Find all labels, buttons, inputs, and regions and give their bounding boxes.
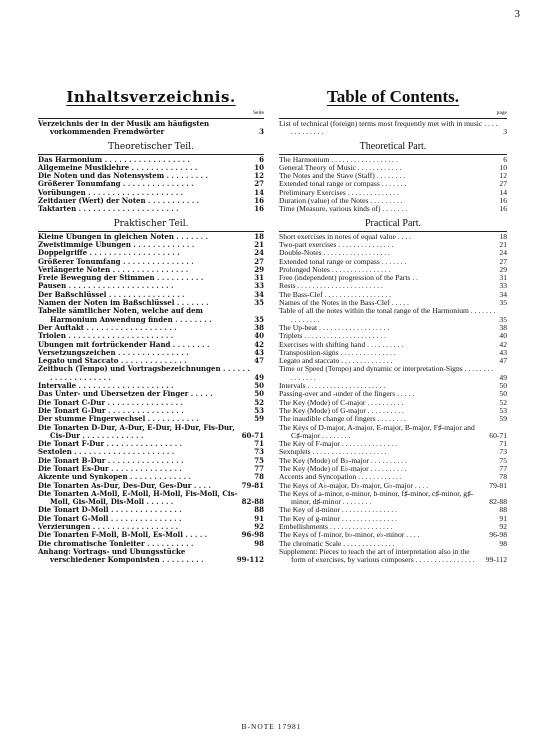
toc-entry-title: The Key (Mode) of E♭-major . . . . . . . . . . [279, 464, 407, 473]
toc-entry [279, 120, 507, 137]
toc-entry [279, 365, 507, 382]
toc-entry [38, 241, 264, 249]
toc-entry [38, 506, 264, 514]
toc-entry-page: 38 [499, 322, 507, 332]
toc-entry-page: 71 [254, 439, 264, 449]
toc-entry-title: Die chromatische Tonleiter . . . . . . . . . . [38, 539, 194, 548]
toc-entry-title: Das Harmonium . . . . . . . . . . . . . . . . . . [38, 155, 190, 164]
toc-entry-title: Names of the Notes in the Bass-Clef . . . . . [279, 299, 409, 308]
toc-entry-title: The Notes and the Stave (Staff) . . . . . . . . [279, 172, 406, 181]
toc-entry [279, 531, 507, 539]
toc-entry-title: Double-Notes . . . . . . . . . . . . . . . . . . [279, 249, 390, 258]
toc-entry [279, 189, 507, 197]
toc-entry [38, 341, 264, 349]
toc-entry [38, 156, 264, 164]
toc-entry-title: Die Noten und das Notensystem . . . . . . . . . [38, 172, 208, 181]
toc-entry [279, 180, 507, 188]
toc-entry-title: Short exercises in notes of equal value . . . . [279, 232, 412, 241]
toc-entry-page: 78 [499, 472, 507, 482]
toc-entry-page: 29 [254, 264, 264, 274]
toc-entry-page: 33 [499, 281, 507, 291]
toc-entry [38, 249, 264, 257]
toc-entry-page: 50 [254, 389, 264, 399]
toc-entry-title: The Key of F-major . . . . . . . . . . . . . . . [279, 440, 397, 449]
toc-entry-title: Freie Bewegung der Stimmen . . . . . . . . . . [38, 274, 204, 283]
toc-entry-page: 40 [254, 331, 264, 341]
toc-entry [38, 205, 264, 213]
toc-entry [38, 515, 264, 523]
toc-entry [38, 424, 264, 441]
toc-entry-title: Verlängerte Noten . . . . . . . . . . . . . . . . [38, 265, 189, 274]
toc-entry [38, 457, 264, 465]
toc-entry-title: Sextolen . . . . . . . . . . . . . . . . . . . . . [38, 448, 175, 457]
toc-entry-page: 96-98 [241, 530, 264, 540]
toc-entry-page: 35 [254, 298, 264, 308]
english-theory-heading: Theoretical Part. [359, 140, 427, 152]
toc-entry [38, 299, 264, 307]
toc-entry-title: Sextuplets . . . . . . . . . . . . . . . . . . . . [279, 448, 387, 457]
toc-entry-page: 88 [499, 505, 507, 515]
toc-entry [279, 233, 507, 241]
toc-entry-page: 21 [254, 239, 264, 249]
toc-entry-page: 29 [499, 264, 507, 274]
toc-entry-title: Verzierungen . . . . . . . . . . . . . . . . . . [38, 523, 179, 532]
toc-entry-page: 24 [499, 248, 507, 258]
toc-entry [279, 241, 507, 249]
toc-entry-title: Größerer Tonumfang . . . . . . . . . . . . . . . [38, 257, 194, 266]
toc-entry-page: 60-71 [489, 430, 507, 440]
toc-entry [279, 197, 507, 205]
english-practice-list [279, 233, 507, 565]
toc-entry-page: 6 [259, 154, 264, 164]
toc-entry [38, 233, 264, 241]
toc-entry [279, 307, 507, 324]
toc-entry-title: The Keys of D-major, A-major, E-major, B-major, F♯-major and C♯-major . . . . . . . . [279, 423, 475, 440]
toc-entry-page: 6 [503, 154, 507, 164]
english-page-label: page [496, 110, 507, 116]
toc-entry [279, 473, 507, 481]
toc-entry-title: Prolonged Notes . . . . . . . . . . . . . . . . [279, 265, 391, 274]
toc-entry-title: The Keys of f-minor, b♭-minor, e♭-minor . . . . [279, 531, 420, 540]
toc-entry-title: The Bass-Clef . . . . . . . . . . . . . . . . . . [279, 290, 391, 299]
toc-entry-title: Intervals . . . . . . . . . . . . . . . . . . . . . [279, 382, 386, 391]
toc-entry-title: Zweistimmige Übungen . . . . . . . . . . . . . [38, 240, 195, 249]
toc-entry-title: The inaudible change of fingers . . . . . . . . [279, 415, 406, 424]
toc-entry [38, 180, 264, 188]
german-toc-title: Inhaltsverzeichnis. [66, 88, 236, 106]
toc-entry-page: 21 [499, 239, 507, 249]
toc-entry-page: 92 [254, 522, 264, 532]
toc-entry-page: 42 [499, 339, 507, 349]
toc-entry-page: 77 [499, 463, 507, 473]
toc-entry [279, 457, 507, 465]
toc-entry-page: 40 [499, 331, 507, 341]
toc-entry-title: Taktarten . . . . . . . . . . . . . . . . . . . . . [38, 205, 179, 214]
toc-entry-page: 38 [254, 322, 264, 332]
toc-entry-title: Vorübungen . . . . . . . . . . . . . . . . . . . . [38, 188, 184, 197]
footer-catalog-number: B-NOTE 17981 [241, 722, 302, 731]
toc-entry-page: 47 [254, 356, 264, 366]
german-practice-list [38, 233, 264, 565]
toc-entry-page: 34 [254, 289, 264, 299]
toc-entry-page: 18 [499, 231, 507, 241]
toc-entry-page: 52 [254, 397, 264, 407]
toc-entry [38, 531, 264, 539]
toc-entry [279, 465, 507, 473]
toc-entry-page: 71 [499, 439, 507, 449]
toc-entry-title: Der Baßschlüssel . . . . . . . . . . . . . . . . [38, 290, 185, 299]
toc-entry [38, 332, 264, 340]
toc-entry-title: Duration (value) of the Notes . . . . . . . . . [279, 197, 403, 206]
toc-entry-title: Die Tonart G-Moll . . . . . . . . . . . . . . . [38, 514, 182, 523]
toc-entry [279, 540, 507, 548]
toc-entry-page: 99-112 [236, 555, 264, 565]
toc-entry-page: 92 [499, 522, 507, 532]
toc-entry-page: 10 [499, 162, 507, 172]
toc-entry-title: Free (independent) progression of the Parts . . [279, 274, 418, 283]
toc-entry-title: The Key (Mode) of B♭-major . . . . . . . . . . [279, 456, 408, 465]
toc-entry-page: 27 [499, 179, 507, 189]
toc-entry [38, 291, 264, 299]
toc-entry-page: 3 [259, 127, 264, 137]
toc-entry [279, 349, 507, 357]
toc-entry-page: 43 [254, 347, 264, 357]
toc-entry-page: 34 [499, 289, 507, 299]
toc-entry [38, 324, 264, 332]
toc-entry-title: Doppelgriffe . . . . . . . . . . . . . . . . . . . [38, 249, 180, 258]
toc-entry-page: 33 [254, 281, 264, 291]
toc-entry [38, 258, 264, 266]
toc-entry [279, 332, 507, 340]
toc-entry-title: Legato and staccato . . . . . . . . . . . . . . [279, 357, 393, 366]
toc-entry-title: Zeitbuch (Tempo) und Vortragsbezeichnungen . . . . . . . . . . . . . . . . . . . [38, 365, 250, 382]
toc-entry-title: Time (Measure, various kinds of) . . . . . . . [279, 205, 408, 214]
toc-entry [279, 482, 507, 490]
toc-entry-page: 73 [254, 447, 264, 457]
toc-entry-title: Die Tonart Es-Dur . . . . . . . . . . . . . . . [38, 464, 182, 473]
toc-entry-title: Akzente und Synkopen . . . . . . . . . . . . . [38, 473, 191, 482]
toc-entry-title: Kleine Übungen in gleichen Noten . . . . . . . [38, 232, 209, 241]
toc-entry [38, 465, 264, 473]
toc-entry [279, 299, 507, 307]
toc-entry-page: 27 [254, 179, 264, 189]
toc-entry [279, 399, 507, 407]
english-toc [279, 86, 507, 565]
english-theory-rule [279, 154, 507, 155]
toc-entry-title: The Key (Mode) of C-major . . . . . . . . . . [279, 398, 404, 407]
toc-entry-title: Der Auftakt . . . . . . . . . . . . . . . . . . . [38, 323, 177, 332]
toc-entry [38, 540, 264, 548]
toc-entry [38, 189, 264, 197]
toc-entry-page: 27 [499, 256, 507, 266]
toc-entry-page: 60-71 [241, 430, 264, 440]
toc-entry-page: 88 [254, 505, 264, 515]
toc-entry-page: 59 [254, 414, 264, 424]
toc-entry-page: 50 [499, 381, 507, 391]
toc-entry-title: Übungen mit fortrückender Hand . . . . . . . . [38, 340, 210, 349]
toc-entry-page: 3 [503, 127, 507, 137]
toc-entry-page: 75 [254, 455, 264, 465]
toc-entry [38, 523, 264, 531]
toc-entry-title: Extended tonal range or compass . . . . . . . [279, 257, 407, 266]
toc-entry-title: Table of all the notes within the tonal range of the Harmonium . . . . . . . . . . . . . . . [279, 307, 496, 324]
toc-entry-title: Passing-over and -under of the fingers . . . . . [279, 390, 415, 399]
toc-entry-title: The Keys of A♭-major, D♭-major, G♭-major . . . . [279, 481, 429, 490]
toc-entry-page: 14 [499, 187, 507, 197]
toc-entry-page: 73 [499, 447, 507, 457]
toc-entry-page: 78 [254, 472, 264, 482]
toc-entry-title: The Up-beat . . . . . . . . . . . . . . . . . . . [279, 323, 390, 332]
toc-entry-title: Time or Speed (Tempo) and dynamic or interpretation-Signs . . . . . . . . . . . . . . . [279, 365, 494, 382]
toc-entry-title: Pausen . . . . . . . . . . . . . . . . . . . . . . [38, 282, 174, 291]
toc-entry [279, 506, 507, 514]
toc-entry [38, 382, 264, 390]
toc-entry-page: 53 [254, 405, 264, 415]
toc-entry-title: Die Tonart C-Dur . . . . . . . . . . . . . . . . [38, 398, 183, 407]
toc-entry-page: 31 [499, 273, 507, 283]
toc-entry [38, 307, 264, 324]
german-intro-list [38, 120, 264, 137]
toc-entry-title: Die Tonart G-Dur . . . . . . . . . . . . . . . . [38, 406, 184, 415]
toc-entry-page: 98 [254, 538, 264, 548]
toc-entry-title: Versetzungszeichen . . . . . . . . . . . . . . . [38, 348, 189, 357]
toc-entry [38, 164, 264, 172]
german-title-rule [38, 118, 264, 119]
toc-entry-page: 16 [254, 204, 264, 214]
toc-entry-title: Die Tonarten F-Moll, B-Moll, Es-Moll . . . . . [38, 531, 208, 540]
toc-entry [279, 523, 507, 531]
toc-entry-title: Der stumme Fingerwechsel . . . . . . . . . . . [38, 415, 199, 424]
toc-entry [38, 399, 264, 407]
toc-entry-title: Allgemeine Musiklehre . . . . . . . . . . . . . . [38, 163, 198, 172]
toc-entry [38, 349, 264, 357]
toc-entry-title: Accents and Syncopation . . . . . . . . . . . . [279, 473, 402, 482]
toc-entry-title: Die Tonart B-Dur . . . . . . . . . . . . . . . . [38, 456, 184, 465]
toc-entry-title: Two-part exercises . . . . . . . . . . . . . . . [279, 240, 394, 249]
toc-entry-title: Namen der Noten im Baßschlüssel . . . . . . . [38, 299, 209, 308]
toc-entry-page: 47 [499, 356, 507, 366]
toc-entry [279, 156, 507, 164]
toc-entry-page: 91 [254, 513, 264, 523]
toc-entry-page: 91 [499, 513, 507, 523]
toc-entry-page: 16 [499, 204, 507, 214]
toc-entry-title: Preliminary Exercises . . . . . . . . . . . . . . [279, 188, 400, 197]
toc-entry [279, 548, 507, 565]
toc-entry [279, 172, 507, 180]
toc-entry-page: 79-81 [241, 480, 264, 490]
page-number: 3 [514, 8, 520, 20]
toc-entry-page: 98 [499, 538, 507, 548]
toc-entry [279, 341, 507, 349]
toc-entry [279, 407, 507, 415]
toc-entry [38, 473, 264, 481]
toc-entry-title: Die Tonart F-Dur . . . . . . . . . . . . . . . . [38, 440, 183, 449]
toc-entry-page: 18 [254, 231, 264, 241]
german-page-label: Seite [253, 110, 264, 116]
toc-entry-page: 12 [254, 171, 264, 181]
toc-entry-title: Größerer Tonumfang . . . . . . . . . . . . . . . [38, 180, 194, 189]
toc-entry-page: 35 [499, 298, 507, 308]
toc-entry [279, 249, 507, 257]
toc-entry-page: 12 [499, 171, 507, 181]
toc-entry-page: 49 [499, 372, 507, 382]
german-theory-heading: Theoretischer Teil. [108, 141, 194, 152]
english-title-rule [279, 118, 507, 119]
toc-entry [279, 324, 507, 332]
toc-entry [279, 490, 507, 507]
toc-entry [279, 282, 507, 290]
toc-entry [38, 282, 264, 290]
toc-entry [279, 448, 507, 456]
toc-entry-title: Transposition-signs . . . . . . . . . . . . . . . [279, 348, 396, 357]
german-practice-rule [38, 231, 264, 232]
english-practice-rule [279, 231, 507, 232]
toc-entry-page: 50 [499, 389, 507, 399]
toc-entry-title: Triolen . . . . . . . . . . . . . . . . . . . . . . [38, 332, 174, 341]
toc-entry-title: List of technical (foreign) terms most frequently met with in music . . . . . . . . . . . . . [279, 120, 498, 137]
toc-entry-page: 43 [499, 347, 507, 357]
toc-entry-page: 31 [254, 273, 264, 283]
toc-entry [279, 424, 507, 441]
toc-entry [38, 415, 264, 423]
toc-entry-title: Anhang: Vortrags- und Übungsstücke verschiedener Komponisten . . . . . . . . . [38, 547, 204, 565]
toc-entry-page: 35 [254, 314, 264, 324]
toc-entry [279, 415, 507, 423]
toc-entry [38, 448, 264, 456]
toc-entry [38, 172, 264, 180]
toc-entry-page: 50 [254, 381, 264, 391]
toc-entry-page: 82-88 [241, 497, 264, 507]
english-toc-title: Table of Contents. [326, 87, 460, 106]
german-practice-heading: Praktischer Teil. [113, 218, 189, 229]
toc-entry-title: Extended tonal range or compass . . . . . . . [279, 180, 407, 189]
toc-entry [279, 291, 507, 299]
toc-entry [38, 407, 264, 415]
toc-entry [38, 365, 264, 382]
english-intro-list [279, 120, 507, 137]
german-theory-rule [38, 154, 264, 155]
toc-entry [279, 205, 507, 213]
toc-entry-title: Embellishments . . . . . . . . . . . . . . . . . [279, 523, 393, 532]
english-theory-list [279, 156, 507, 214]
english-practice-heading: Practical Part. [364, 217, 422, 229]
toc-entry [38, 197, 264, 205]
toc-entry-title: Triplets . . . . . . . . . . . . . . . . . . . . . . [279, 332, 386, 341]
toc-entry-page: 24 [254, 248, 264, 258]
toc-entry [279, 164, 507, 172]
toc-entry [38, 266, 264, 274]
toc-entry-title: Die Tonarten A-Moll, E-Moll, H-Moll, Fis-Moll, Cis-Moll, Gis-Moll, Dis-Moll . . . . . . [38, 489, 238, 507]
toc-entry [38, 440, 264, 448]
toc-entry-title: The Harmonium . . . . . . . . . . . . . . . . . . [279, 155, 398, 164]
toc-entry [279, 390, 507, 398]
toc-entry-page: 53 [499, 405, 507, 415]
toc-entry-page: 16 [499, 196, 507, 206]
toc-entry-page: 79-81 [489, 480, 507, 490]
toc-entry-title: Supplement: Pieces to teach the art of interpretation also in the form of exercises, by various composers . . . . . . . . . . . . . . . . [279, 547, 475, 565]
toc-entry-title: Das Unter- und Übersetzen der Finger . . . . . [38, 390, 213, 399]
toc-entry-title: Verzeichnis der in der Musik am häufigsten vorkommenden Fremdwörter [38, 120, 210, 137]
toc-entry-title: The Keys of a-minor, e-minor, b-minor, f♯-minor, c♯-minor, g♯-minor, d♯-minor . . . . . . . . [279, 489, 474, 507]
toc-entry-page: 96-98 [489, 530, 507, 540]
toc-entry-title: Intervalle . . . . . . . . . . . . . . . . . . . . [38, 382, 174, 391]
toc-entry-title: Rests . . . . . . . . . . . . . . . . . . . . . . . [279, 282, 383, 291]
toc-entry-title: Exercises with shifting hand . . . . . . . . . . [279, 340, 404, 349]
toc-entry-page: 16 [254, 196, 264, 206]
toc-entry-title: The chromatic Scale . . . . . . . . . . . . . . [279, 539, 395, 548]
toc-entry-title: Tabelle sämtlicher Noten, welche auf dem Harmonium Anwendung finden . . . . . . . . [38, 307, 212, 324]
toc-entry [38, 548, 264, 565]
toc-entry [38, 357, 264, 365]
toc-entry-page: 35 [499, 314, 507, 324]
toc-entry-title: Die Tonarten As-Dur, Des-Dur, Ges-Dur . . . . [38, 481, 211, 490]
toc-entry-title: The Key (Mode) of G-major . . . . . . . . . . [279, 406, 404, 415]
toc-entry-page: 75 [499, 455, 507, 465]
toc-entry-title: Zeitdauer (Wert) der Noten . . . . . . . . . . . [38, 197, 200, 206]
toc-entry-title: Die Tonarten D-Dur, A-Dur, E-Dur, H-Dur, Fis-Dur, Cis-Dur . . . . . . . . . . . . . [38, 423, 235, 440]
toc-entry [38, 274, 264, 282]
toc-entry-title: Legato und Staccato . . . . . . . . . . . . . . [38, 357, 187, 366]
toc-entry-title: General Theory of Music . . . . . . . . . . . . [279, 163, 402, 172]
toc-entry [279, 357, 507, 365]
toc-entry [38, 120, 264, 137]
toc-entry-title: Die Tonart D-Moll . . . . . . . . . . . . . . . [38, 506, 182, 515]
toc-entry-page: 77 [254, 463, 264, 473]
toc-entry [38, 490, 264, 507]
toc-entry-title: The Key of d-minor . . . . . . . . . . . . . . . [279, 506, 397, 515]
toc-entry [279, 274, 507, 282]
toc-entry [279, 382, 507, 390]
toc-entry-page: 14 [254, 187, 264, 197]
toc-entry-page: 42 [254, 339, 264, 349]
toc-entry-page: 10 [254, 162, 264, 172]
toc-entry-page: 52 [499, 397, 507, 407]
toc-entry-title: The Key of g-minor . . . . . . . . . . . . . . . [279, 514, 397, 523]
toc-entry-page: 99-112 [485, 555, 507, 565]
toc-entry [38, 390, 264, 398]
german-toc [38, 86, 264, 565]
toc-entry [279, 266, 507, 274]
toc-entry-page: 49 [254, 372, 264, 382]
toc-entry [279, 258, 507, 266]
toc-entry-page: 27 [254, 256, 264, 266]
toc-entry-page: 59 [499, 414, 507, 424]
german-theory-list [38, 156, 264, 214]
toc-entry [38, 482, 264, 490]
toc-entry [279, 440, 507, 448]
toc-entry-page: 82-88 [489, 497, 507, 507]
toc-entry [279, 515, 507, 523]
